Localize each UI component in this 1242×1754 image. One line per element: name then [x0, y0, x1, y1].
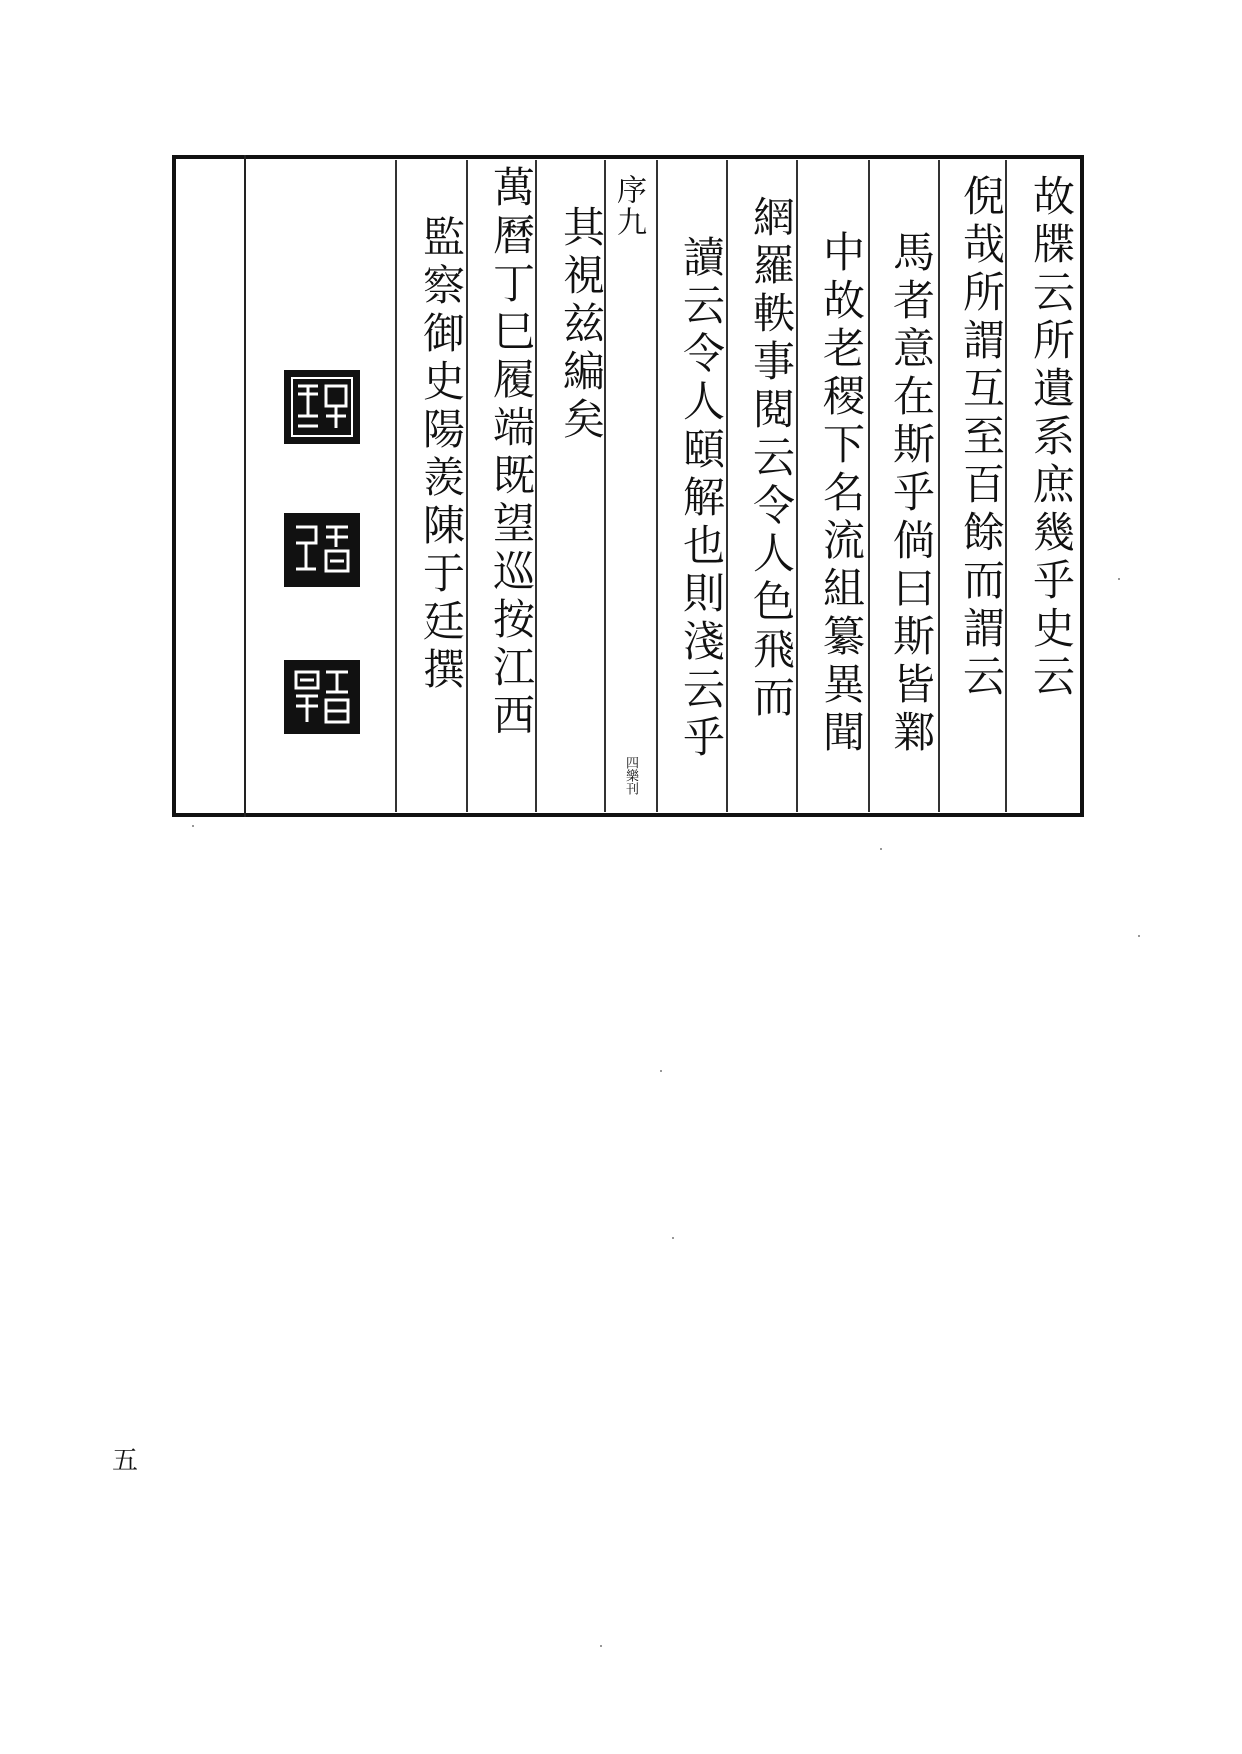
scan-speck	[1118, 578, 1120, 580]
text-column-2: 倪哉所謂互至百餘而謂云	[957, 174, 1006, 702]
inner-border	[244, 155, 246, 817]
column-rule	[395, 160, 397, 812]
scan-speck	[672, 1237, 674, 1239]
text-column-3: 馬者意在斯乎倘曰斯皆鄴	[887, 230, 936, 758]
scan-speck	[192, 825, 194, 827]
page-number: 五	[112, 1446, 139, 1476]
seal-3-icon	[284, 660, 360, 734]
text-column-4: 中故老稷下名流組纂異聞	[817, 230, 866, 758]
fold-title: 序九	[611, 174, 646, 238]
scan-speck	[880, 848, 882, 850]
closing-line-2: 萬曆丁巳履端既望巡按江西	[487, 165, 536, 741]
closing-line-3: 監察御史陽羨陳于廷撰	[417, 215, 466, 695]
scan-speck	[600, 1645, 602, 1647]
column-rule	[656, 160, 658, 812]
seal-2-icon	[284, 513, 360, 587]
fold-footer: 四樂刊	[623, 756, 638, 795]
text-column-1: 故牒云所遺系庶幾乎史云	[1027, 174, 1076, 702]
seal-1-icon	[284, 370, 360, 444]
scan-speck	[1138, 935, 1140, 937]
scan-speck	[660, 1070, 662, 1072]
text-column-6: 讀云令人頤解也則淺云乎	[677, 235, 726, 763]
closing-line-1: 其視兹編矣	[557, 205, 606, 445]
text-column-5: 網羅軼事閱云令人色飛而	[747, 195, 796, 723]
